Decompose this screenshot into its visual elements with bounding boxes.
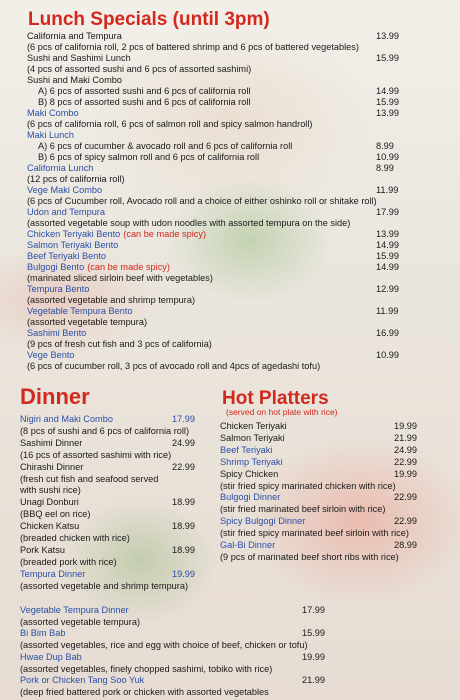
dinner-item-text: with sushi rice) [20, 485, 81, 496]
hot-item-text: Chicken Teriyaki [220, 421, 287, 431]
dinner-wide-item-text: (assorted vegetables, finely chopped sashimi, tobiko with rice) [20, 663, 273, 674]
hot-item-price: 21.99 [394, 432, 417, 443]
hot-item-price: 28.99 [394, 540, 417, 550]
dinner-item-text: Sashimi Dinner [20, 437, 83, 448]
lunch-item-price: 13.99 [376, 229, 399, 239]
lunch-item-price: 14.99 [376, 86, 399, 96]
lunch-item-price: 14.99 [376, 240, 399, 250]
lunch-item [38, 97, 250, 108]
dinner-item [20, 462, 83, 473]
dinner-item [20, 414, 113, 425]
dinner-wide-item [20, 605, 129, 616]
lunch-item-price: 10.99 [376, 350, 399, 360]
dinner-wide-item-price: 17.99 [302, 605, 325, 615]
lunch-item-price: 17.99 [376, 207, 399, 217]
lunch-item-text: (6 pcs of california roll, 6 pcs of salmon roll and spicy salmon handroll) [27, 119, 313, 129]
hot-item-text: Salmon Teriyaki [220, 432, 285, 443]
hot-item [220, 481, 396, 492]
hot-item-price: 19.99 [394, 468, 417, 479]
lunch-item [27, 229, 206, 240]
dinner-wide-item [20, 652, 82, 663]
hot-item-price: 22.99 [394, 492, 417, 503]
hot-item [220, 469, 278, 480]
dinner-item [20, 497, 79, 508]
lunch-item-text: California and Tempura [27, 31, 122, 41]
hot-item-text: Bulgogi Dinner [220, 492, 281, 503]
hot-item-text: Shrimp Teriyaki [220, 456, 283, 467]
dinner-item-text: (breaded pork with rice) [20, 556, 117, 567]
dinner-wide-item [20, 675, 144, 686]
lunch-item-price: 12.99 [376, 284, 399, 294]
dinner-wide-item [20, 664, 272, 675]
lunch-item [27, 31, 122, 42]
dinner-title: Dinner [20, 384, 90, 409]
lunch-item [27, 350, 75, 361]
lunch-item [27, 196, 377, 207]
dinner-item [20, 533, 130, 544]
hot-item-price: 19.99 [394, 421, 417, 431]
lunch-item-price: 10.99 [376, 152, 399, 162]
dinner-item [20, 581, 188, 592]
lunch-item-text: (9 pcs of fresh cut fish and 3 pcs of california) [27, 339, 212, 349]
lunch-item [27, 42, 359, 53]
lunch-item-text: Maki Combo [27, 108, 79, 118]
hot-platters-subtitle: (served on hot plate with rice) [226, 407, 338, 417]
dinner-item-price: 19.99 [172, 568, 195, 579]
lunch-item [27, 284, 89, 295]
hot-item-text: (9 pcs of marinated beef short ribs with rice) [220, 551, 399, 562]
hot-item-text: (stir fried spicy marinated beef sirloin with rice) [220, 528, 409, 539]
dinner-wide-item [20, 640, 308, 651]
dinner-wide-item-text: (deep fried battered pork or chicken with assorted vegetables [20, 686, 269, 697]
lunch-item [27, 75, 122, 86]
dinner-item-text: Chicken Katsu [20, 521, 80, 532]
dinner-wide-item-price: 19.99 [302, 651, 325, 662]
lunch-item [27, 339, 212, 350]
lunch-item [27, 185, 102, 196]
lunch-item-price: 15.99 [376, 97, 399, 107]
lunch-item-price: 14.99 [376, 262, 399, 272]
lunch-item [38, 86, 250, 97]
lunch-item-text: (6 pcs of california roll, 2 pcs of battered shrimp and 6 pcs of battered vegetables) [27, 42, 359, 52]
dinner-item [20, 521, 79, 532]
dinner-wide-item [20, 617, 140, 628]
hot-item-text: (stir fried marinated beef sirloin with rice) [220, 504, 386, 515]
lunch-item-text: (assorted vegetable soup with udon noodles with assorted tempura on the side) [27, 218, 351, 228]
lunch-item-text: Vege Bento [27, 350, 75, 360]
lunch-item-text: Vegetable Tempura Bento [27, 306, 133, 316]
lunch-item-price: 8.99 [376, 141, 394, 151]
lunch-item-price: 15.99 [376, 251, 399, 261]
dinner-item-text: (BBQ eel on rice) [20, 509, 91, 520]
dinner-item [20, 569, 85, 580]
dinner-wide-item [20, 687, 269, 698]
lunch-item-text: Tempura Bento [27, 284, 90, 294]
hot-item [220, 504, 385, 515]
lunch-item [27, 207, 105, 218]
lunch-item-text: (marinated sliced sirloin beef with vegetables) [27, 273, 213, 283]
lunch-item [27, 306, 133, 317]
lunch-item-price: 11.99 [376, 185, 399, 195]
dinner-item-text: Tempura Dinner [20, 568, 86, 579]
dinner-wide-item-price: 21.99 [302, 675, 325, 686]
lunch-item-price: 15.99 [376, 53, 399, 63]
lunch-item [38, 141, 292, 152]
dinner-item-price: 18.99 [172, 521, 195, 532]
lunch-item-text: B) 6 pcs of spicy salmon roll and 6 pcs of california roll [38, 152, 260, 162]
dinner-wide-item [20, 628, 65, 639]
lunch-item-text: (6 pcs of cucumber roll, 3 pcs of avocado roll and 4pcs of agedashi tofu) [27, 361, 321, 371]
hot-item-price: 24.99 [394, 444, 417, 455]
dinner-wide-item-text: Hwae Dup Bab [20, 651, 82, 662]
lunch-item-text: Sushi and Sashimi Lunch [27, 53, 131, 63]
lunch-item [27, 361, 320, 372]
dinner-item-price: 17.99 [172, 414, 195, 424]
lunch-item-price: 13.99 [376, 108, 399, 118]
dinner-item-text: (assorted vegetable and shrimp tempura) [20, 580, 189, 591]
lunch-item [27, 163, 93, 174]
lunch-item-text: Udon and Tempura [27, 207, 105, 217]
lunch-item-text: Sushi and Maki Combo [27, 75, 122, 85]
lunch-item-text: Chicken Teriyaki Bento [27, 229, 121, 239]
lunch-item-price: 16.99 [376, 328, 399, 338]
dinner-item-price: 18.99 [172, 544, 195, 555]
hot-item-price: 22.99 [394, 456, 417, 467]
hot-platters-title: Hot Platters [222, 388, 329, 409]
hot-item [220, 457, 283, 468]
hot-item-text: Spicy Bulgogi Dinner [220, 516, 306, 527]
lunch-item [27, 273, 213, 284]
hot-item [220, 433, 285, 444]
lunch-item-text: (assorted vegetable tempura) [27, 317, 148, 327]
dinner-item-text: (breaded chicken with rice) [20, 533, 130, 543]
dinner-item-text: Pork Katsu [20, 544, 65, 555]
lunch-item-note: (can be made spicy) [87, 262, 170, 272]
lunch-item-text: B) 8 pcs of assorted sushi and 6 pcs of california roll [38, 97, 251, 107]
hot-item [220, 528, 409, 539]
lunch-title: Lunch Specials (until 3pm) [28, 9, 270, 30]
hot-item-price: 22.99 [394, 516, 417, 527]
lunch-item [27, 64, 251, 75]
lunch-item-price: 8.99 [376, 163, 394, 173]
lunch-item [27, 328, 86, 339]
hot-item [220, 552, 399, 563]
lunch-item-price: 11.99 [376, 306, 399, 316]
dinner-item [20, 557, 117, 568]
dinner-item-text: Nigiri and Maki Combo [20, 414, 113, 424]
lunch-item-text: (4 pcs of assorted sushi and 6 pcs of assorted sashimi) [27, 64, 252, 74]
hot-item [220, 492, 280, 503]
lunch-item [27, 240, 118, 251]
lunch-item [27, 53, 131, 64]
dinner-wide-item-text: Vegetable Tempura Dinner [20, 605, 129, 615]
lunch-item [27, 295, 195, 306]
dinner-item [20, 509, 90, 520]
hot-item-text: Gal-Bi Dinner [220, 540, 276, 550]
dinner-item-text: Chirashi Dinner [20, 461, 84, 472]
lunch-item-text: Salmon Teriyaki Bento [27, 240, 119, 250]
lunch-item [27, 130, 74, 141]
dinner-item-price: 18.99 [172, 497, 195, 508]
lunch-item [27, 108, 79, 119]
lunch-item-text: A) 6 pcs of cucumber & avocado roll and 6 pcs of california roll [38, 141, 293, 151]
hot-item [220, 445, 272, 456]
dinner-wide-item-text: Pork or Chicken Tang Soo Yuk [20, 675, 145, 686]
dinner-item-text: (fresh cut fish and seafood served [20, 473, 159, 484]
lunch-item-text: (12 pcs of california roll) [27, 174, 125, 184]
lunch-item [27, 174, 125, 185]
hot-item-text: Beef Teriyaki [220, 444, 273, 455]
lunch-item [38, 152, 259, 163]
lunch-item-text: Beef Teriyaki Bento [27, 251, 106, 261]
lunch-item [27, 262, 170, 273]
lunch-item [27, 218, 350, 229]
lunch-item-note: (can be made spicy) [123, 229, 207, 239]
lunch-item [27, 317, 147, 328]
dinner-item-price: 24.99 [172, 437, 195, 448]
dinner-wide-item-text: (assorted vegetables, rice and egg with choice of beef, chicken or tofu) [20, 640, 308, 651]
dinner-wide-item-text: (assorted vegetable tempura) [20, 616, 141, 627]
dinner-wide-item-text: Bi Bim Bab [20, 628, 66, 639]
dinner-item-price: 22.99 [172, 461, 195, 472]
lunch-item-text: Maki Lunch [27, 130, 74, 140]
dinner-item-text: Unagi Donburi [20, 497, 79, 508]
hot-item-text: (stir fried spicy marinated chicken with rice) [220, 480, 396, 491]
lunch-item-text: (assorted vegetable and shrimp tempura) [27, 295, 196, 305]
dinner-item [20, 545, 65, 556]
lunch-item [27, 119, 312, 130]
lunch-item-text: California Lunch [27, 163, 94, 173]
dinner-item [20, 426, 189, 437]
lunch-item [27, 251, 106, 262]
hot-item [220, 516, 305, 527]
lunch-item-text: Vege Maki Combo [27, 185, 103, 195]
dinner-wide-item-price: 15.99 [302, 628, 325, 639]
lunch-item-price: 13.99 [376, 31, 399, 41]
dinner-item [20, 485, 81, 496]
lunch-item-text: Bulgogi Bento [27, 262, 85, 272]
hot-item [220, 421, 287, 432]
dinner-item [20, 474, 158, 485]
hot-item [220, 540, 275, 551]
dinner-item [20, 438, 82, 449]
dinner-item-text: (16 pcs of assorted sashimi with rice) [20, 449, 172, 460]
lunch-item-text: (6 pcs of Cucumber roll, Avocado roll and a choice of either oshinko roll or shitake roll) [27, 196, 377, 206]
dinner-item [20, 450, 171, 461]
hot-item-text: Spicy Chicken [220, 468, 279, 479]
lunch-item-text: A) 6 pcs of assorted sushi and 6 pcs of california roll [38, 86, 251, 96]
dinner-item-text: (8 pcs of sushi and 6 pcs of california roll) [20, 425, 190, 436]
lunch-item-text: Sashimi Bento [27, 328, 87, 338]
